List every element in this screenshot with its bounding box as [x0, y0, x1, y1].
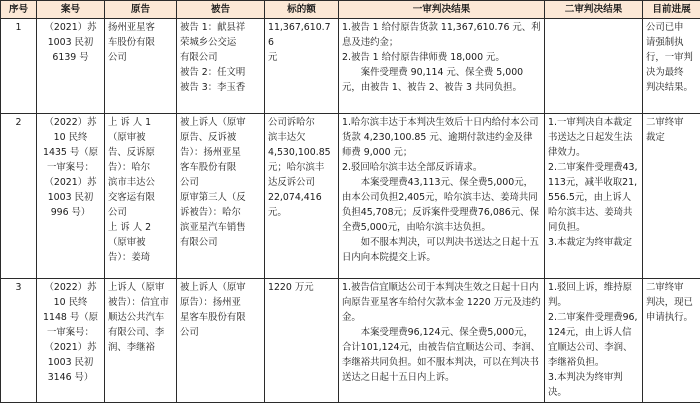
row-second-trial: 1.一审判决自本裁定书送达之日起发生法律效力。 2.二审案件受理费43,113元，减半收取21,556.5元，由上诉人哈尔滨丰达、姜琦共同负担。 3.本裁定为终审裁定 [545, 114, 643, 279]
row-seq: 3 [1, 279, 37, 403]
row-amount: 11,367,610.76 元 [265, 19, 339, 114]
header-progress: 目前进展 [643, 1, 700, 19]
row-defendant: 被上诉人（原审 原告、反诉被 告）：扬州亚星 客车股份有限 公司 原审第三人（反 诉被告）：哈尔 滨亚星汽车销售 有限公司 [177, 114, 265, 279]
row-plaintiff: 上诉人（原审 被告）：信宜市 顺达公共汽车 有限公司、李 润、李继裕 [105, 279, 177, 403]
row-progress: 公司已申 请强制执 行，一审判 决为最终 判决结果。 [643, 19, 700, 114]
row-progress: 二审终审 判决，现已 申请执行。 [643, 279, 700, 403]
header-first-trial: 一审判决结果 [339, 1, 545, 19]
header-case-no: 案号 [37, 1, 105, 19]
row-first-trial: 1.被告信宜顺达公司于本判决生效之日起十日内向原告亚星客车给付欠款本金 1220 万元及违约金。 本案受理费96,124元、保全费5,000元，合计101,124元，由被告信宜顺达公司、李润、李继裕共同负担。如不服本判决，可以在判决书送达之日起十五日内上诉。 [339, 279, 545, 403]
table-row [1, 114, 700, 279]
row-seq: 1 [1, 19, 37, 114]
header-defendant: 被告 [177, 1, 265, 19]
header-second-trial: 二审判决结果 [545, 1, 643, 19]
row-first-trial: 1.被告 1 给付原告货款 11,367,610.76 元、利息及违约金； 2.被告 1 给付原告律师费 18,000 元。 案件受理费 90,114 元、保全费 5,000 元，由被告 1、被告 2、被告 3 共同负担。 [339, 19, 545, 114]
row-case-no: （2022）苏 10 民终 1435 号（原 一审案号： （2021）苏 1003 民初 996 号） [37, 114, 105, 279]
header-seq: 序号 [1, 1, 37, 19]
row-case-no: （2022）苏 10 民终 1148 号（原 一审案号： （2021）苏 1003 民初 3146 号） [37, 279, 105, 403]
row-second-trial [545, 19, 643, 114]
row-case-no: （2021）苏 1003 民初 6139 号 [37, 19, 105, 114]
row-amount: 1220 万元 [265, 279, 339, 403]
header-plaintiff: 原告 [105, 1, 177, 19]
row-plaintiff: 扬州亚星客 车股份有限 公司 [105, 19, 177, 114]
row-progress: 二审终审 裁定 [643, 114, 700, 279]
header-amount: 标的额 [265, 1, 339, 19]
row-seq: 2 [1, 114, 37, 279]
table-header-row [1, 1, 700, 19]
row-second-trial: 1.驳回上诉，维持原判。 2.二审案件受理费96,124元，由上诉人信宜顺达公司、李润、李继裕负担。 3.本判决为终审判决。 [545, 279, 643, 403]
row-plaintiff: 上 诉 人 1 （原审被 告、反诉原 告）：哈尔 滨市丰达公 交客运有限 公司 上 诉 人 2 （原审被 告）：姜琦 [105, 114, 177, 279]
table-row [1, 279, 700, 403]
table-row [1, 19, 700, 114]
row-defendant: 被上诉人（原审 原告）：扬州亚 星客车股份有限 公司 [177, 279, 265, 403]
row-amount: 公司诉哈尔 滨丰达欠 4,530,100.85 元；哈尔滨丰 达反诉公司 22,074,416 元。 [265, 114, 339, 279]
row-first-trial: 1.哈尔滨丰达于本判决生效后十日内给付本公司货款 4,230,100.85 元、逾期付款违约金及律师费 9,000 元； 2.驳回哈尔滨丰达全部反诉请求。 本案受理费43,113元、保全费5,000元，由本公司负担2,405元，哈尔滨丰达、姜琦共同负担45,708元；反诉案件受理费76,086元、保全费5,000元，由哈尔滨丰达负担。 如不服本判决，可以判决书送达之日起十五日内向本院提交上诉。 [339, 114, 545, 279]
row-defendant: 被告 1：献县祥 荣城乡公交运 有限公司 被告 2：任文明 被告 3：李玉香 [177, 19, 265, 114]
